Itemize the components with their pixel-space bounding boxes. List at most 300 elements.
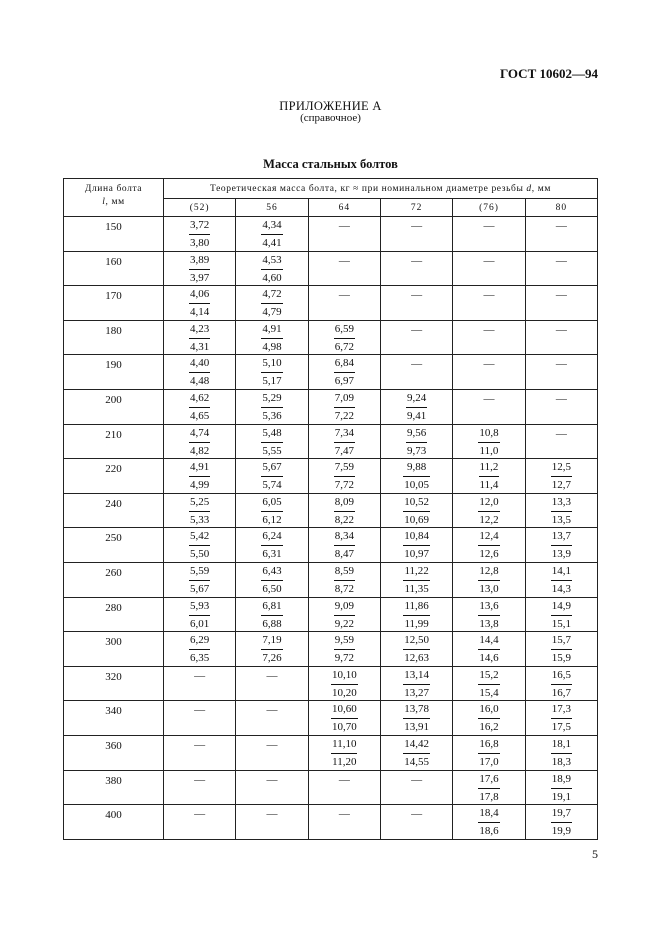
mass-fraction: [189, 357, 210, 388]
bolt-length-cell: 180: [64, 320, 164, 355]
mass-value-lower: 4,99: [190, 479, 210, 492]
empty-dash: —: [266, 808, 278, 821]
empty-dash: —: [555, 323, 567, 336]
mass-value-lower: 15,4: [479, 686, 499, 699]
mass-cell: [453, 286, 525, 321]
empty-dash: —: [483, 358, 495, 371]
mass-cell: [453, 597, 525, 632]
mass-cell: [380, 701, 452, 736]
mass-cell: [453, 251, 525, 286]
mass-cell: [236, 562, 308, 597]
mass-value-upper: 18,9: [551, 773, 572, 789]
mass-cell: [525, 632, 597, 667]
bolt-length-cell: 400: [64, 805, 164, 840]
mass-cell: [236, 701, 308, 736]
mass-value-lower: 13,9: [551, 548, 571, 561]
empty-dash: —: [338, 254, 350, 267]
mass-value-upper: 17,3: [551, 703, 572, 719]
mass-fraction: [189, 288, 210, 319]
empty-dash: —: [338, 773, 350, 786]
mass-value-upper: 9,59: [334, 634, 355, 650]
bolt-length-cell: 170: [64, 286, 164, 321]
mass-value-upper: 11,86: [403, 600, 429, 616]
mass-cell: [236, 355, 308, 390]
empty-dash: —: [411, 808, 423, 821]
mass-cell: [380, 320, 452, 355]
mass-value-lower: 8,72: [334, 582, 354, 595]
mass-value-lower: 11,4: [479, 479, 499, 492]
mass-value-upper: 5,29: [261, 392, 282, 408]
mass-value-upper: 3,72: [189, 219, 210, 235]
mass-value-lower: 5,36: [262, 409, 282, 422]
mass-fraction: [551, 669, 572, 700]
mass-cell: [380, 251, 452, 286]
mass-value-upper: 4,53: [261, 254, 282, 270]
mass-cell: [308, 493, 380, 528]
mass-cell: [164, 770, 236, 805]
mass-cell: [308, 459, 380, 494]
mass-value-upper: 17,6: [478, 773, 499, 789]
mass-cell: [380, 528, 452, 563]
mass-cell: [380, 805, 452, 840]
table-row: [64, 805, 598, 840]
mass-cell: [525, 389, 597, 424]
mass-cell: [236, 632, 308, 667]
mass-fraction: [403, 461, 430, 492]
mass-value-upper: 13,7: [551, 530, 572, 546]
mass-value-lower: 13,5: [551, 513, 571, 526]
mass-value-upper: 4,91: [261, 323, 282, 339]
mass-fraction: [261, 600, 282, 631]
diameter-header: 56: [236, 199, 308, 217]
mass-value-lower: 16,2: [479, 721, 499, 734]
mass-fraction: [261, 219, 282, 250]
mass-cell: [164, 320, 236, 355]
mass-value-upper: 16,0: [478, 703, 499, 719]
mass-value-upper: 16,5: [551, 669, 572, 685]
mass-fraction: [261, 392, 282, 423]
mass-fraction: [189, 254, 210, 285]
mass-fraction: [403, 530, 430, 561]
mass-fraction: [189, 219, 210, 250]
mass-value-upper: 10,84: [403, 530, 430, 546]
length-column-header: [64, 179, 164, 217]
mass-value-upper: 9,56: [406, 427, 427, 443]
mass-value-upper: 12,0: [478, 496, 499, 512]
mass-value-lower: 14,6: [479, 652, 499, 665]
empty-dash: —: [483, 289, 495, 302]
mass-value-lower: 4,31: [190, 340, 210, 353]
table-row: [64, 701, 598, 736]
mass-cell: [308, 355, 380, 390]
mass-cell: [236, 459, 308, 494]
mass-value-lower: 10,69: [404, 513, 430, 526]
mass-value-lower: 3,80: [190, 237, 210, 249]
mass-cell: [164, 632, 236, 667]
mass-fraction: [403, 703, 430, 734]
mass-fraction: [403, 669, 430, 700]
mass-value-lower: 4,48: [190, 375, 210, 388]
mass-value-lower: 4,79: [262, 306, 282, 319]
mass-value-upper: 4,91: [189, 461, 210, 477]
mass-value-lower: 11,20: [332, 755, 357, 768]
mass-value-lower: 6,72: [334, 340, 354, 353]
mass-value-upper: 18,1: [551, 738, 572, 754]
mass-value-upper: 10,52: [403, 496, 430, 512]
length-header-label: Длина болта: [84, 184, 143, 194]
mass-fraction: [189, 392, 210, 423]
mass-cell: [236, 493, 308, 528]
mass-value-upper: 13,3: [551, 496, 572, 512]
mass-value-lower: 6,12: [262, 513, 282, 526]
empty-dash: —: [194, 773, 206, 786]
empty-dash: —: [411, 220, 423, 232]
length-header-unit: , мм: [105, 197, 125, 207]
mass-value-lower: 9,41: [407, 409, 427, 422]
mass-cell: [380, 286, 452, 321]
mass-cell: [453, 217, 525, 252]
mass-group-header-text: Теоретическая масса болта, кг ≈ при номинальном диаметре резьбы: [210, 183, 527, 194]
appendix-title: ПРИЛОЖЕНИЕ А: [279, 99, 382, 113]
table-row: [64, 217, 598, 252]
mass-value-upper: 13,14: [403, 669, 430, 685]
mass-value-upper: 16,8: [478, 738, 499, 754]
mass-value-lower: 6,35: [190, 652, 210, 665]
mass-value-lower: 14,3: [551, 582, 571, 595]
empty-dash: —: [194, 704, 206, 717]
bolt-mass-table: [63, 178, 598, 840]
mass-value-upper: 4,72: [261, 288, 282, 304]
empty-dash: —: [194, 738, 206, 751]
mass-value-lower: 4,65: [190, 409, 210, 422]
mass-fraction: [478, 773, 499, 804]
table-row: [64, 251, 598, 286]
empty-dash: —: [483, 254, 495, 267]
bolt-length-cell: 200: [64, 389, 164, 424]
empty-dash: —: [411, 323, 423, 336]
mass-fraction: [261, 357, 282, 388]
empty-dash: —: [483, 323, 495, 336]
mass-cell: [453, 493, 525, 528]
mass-fraction: [478, 565, 499, 596]
bolt-length-cell: 260: [64, 562, 164, 597]
page-number: 5: [592, 847, 598, 861]
mass-cell: [380, 597, 452, 632]
mass-cell: [380, 493, 452, 528]
empty-dash: —: [266, 738, 278, 751]
mass-value-upper: 11,2: [479, 461, 500, 477]
mass-fraction: [551, 496, 572, 527]
mass-value-lower: 15,9: [551, 652, 571, 665]
mass-value-upper: 6,24: [261, 530, 282, 546]
mass-cell: [525, 217, 597, 252]
mass-fraction: [406, 427, 427, 458]
mass-fraction: [551, 703, 572, 734]
mass-value-lower: 17,0: [479, 755, 499, 768]
mass-value-lower: 7,72: [334, 479, 354, 492]
empty-dash: —: [411, 254, 423, 267]
mass-fraction: [334, 392, 355, 423]
mass-fraction: [403, 738, 430, 769]
mass-cell: [308, 597, 380, 632]
empty-dash: —: [194, 808, 206, 821]
empty-dash: —: [483, 220, 495, 232]
empty-dash: —: [555, 289, 567, 302]
empty-dash: —: [555, 427, 567, 440]
mass-cell: [164, 735, 236, 770]
mass-fraction: [551, 461, 572, 492]
mass-value-upper: 18,4: [478, 807, 499, 823]
mass-cell: [308, 735, 380, 770]
mass-value-lower: 13,27: [404, 686, 430, 699]
mass-value-lower: 5,67: [190, 582, 210, 595]
table-row: [64, 770, 598, 805]
empty-dash: —: [483, 392, 495, 405]
bolt-length-cell: 300: [64, 632, 164, 667]
mass-cell: [164, 597, 236, 632]
mass-value-lower: 10,97: [404, 548, 430, 561]
mass-cell: [164, 286, 236, 321]
mass-value-upper: 13,78: [403, 703, 430, 719]
mass-cell: [380, 562, 452, 597]
mass-group-header-unit: , мм: [531, 183, 551, 194]
mass-value-upper: 12,8: [478, 565, 499, 581]
mass-cell: [525, 562, 597, 597]
table-row: [64, 286, 598, 321]
mass-fraction: [189, 496, 210, 527]
mass-cell: [236, 528, 308, 563]
mass-fraction: [334, 565, 355, 596]
mass-cell: [164, 459, 236, 494]
mass-cell: [308, 528, 380, 563]
empty-dash: —: [266, 704, 278, 717]
mass-value-lower: 11,35: [404, 582, 429, 595]
table-body: [64, 217, 598, 840]
empty-dash: —: [338, 808, 350, 821]
mass-fraction: [478, 807, 499, 838]
mass-cell: [308, 632, 380, 667]
mass-fraction: [334, 600, 355, 631]
mass-value-upper: 9,24: [406, 392, 427, 408]
mass-cell: [164, 562, 236, 597]
mass-value-lower: 5,74: [262, 479, 282, 492]
mass-value-upper: 5,42: [189, 530, 210, 546]
mass-value-upper: 6,43: [261, 565, 282, 581]
mass-cell: [380, 770, 452, 805]
mass-value-upper: 5,59: [189, 565, 210, 581]
mass-value-lower: 5,17: [262, 375, 282, 388]
mass-value-upper: 10,60: [331, 703, 358, 719]
mass-cell: [453, 666, 525, 701]
mass-cell: [164, 701, 236, 736]
mass-cell: [525, 286, 597, 321]
mass-fraction: [334, 357, 355, 388]
mass-fraction: [551, 530, 572, 561]
mass-cell: [308, 805, 380, 840]
bolt-length-cell: 160: [64, 251, 164, 286]
bolt-length-cell: 220: [64, 459, 164, 494]
mass-value-lower: 5,50: [190, 548, 210, 561]
mass-fraction: [478, 669, 499, 700]
mass-fraction: [334, 530, 355, 561]
mass-cell: [453, 459, 525, 494]
mass-value-lower: 17,5: [551, 721, 571, 734]
empty-dash: —: [555, 358, 567, 371]
mass-group-header-variable: d: [526, 183, 532, 194]
mass-fraction: [261, 496, 282, 527]
mass-value-lower: 12,7: [551, 479, 571, 492]
table-row: [64, 355, 598, 390]
empty-dash: —: [555, 254, 567, 267]
empty-dash: —: [411, 289, 423, 302]
mass-value-upper: 11,10: [331, 738, 357, 754]
table-row: [64, 424, 598, 459]
mass-value-lower: 19,9: [551, 825, 571, 838]
mass-value-lower: 15,1: [551, 617, 571, 630]
table-row: [64, 493, 598, 528]
mass-cell: [453, 701, 525, 736]
mass-fraction: [478, 600, 499, 631]
mass-cell: [308, 286, 380, 321]
mass-fraction: [334, 496, 355, 527]
mass-cell: [380, 355, 452, 390]
mass-cell: [453, 320, 525, 355]
bolt-length-cell: 380: [64, 770, 164, 805]
mass-cell: [308, 770, 380, 805]
mass-value-upper: 10,10: [331, 669, 358, 685]
mass-value-upper: 4,40: [189, 357, 210, 373]
mass-cell: [525, 493, 597, 528]
mass-value-upper: 12,5: [551, 461, 572, 477]
mass-value-upper: 7,09: [334, 392, 355, 408]
table-row: [64, 562, 598, 597]
mass-cell: [453, 805, 525, 840]
mass-cell: [453, 770, 525, 805]
mass-value-upper: 4,74: [189, 427, 210, 443]
mass-fraction: [551, 565, 572, 596]
empty-dash: —: [555, 220, 567, 232]
mass-fraction: [479, 461, 500, 492]
mass-value-upper: 15,7: [551, 634, 572, 650]
mass-value-upper: 8,34: [334, 530, 355, 546]
mass-cell: [164, 666, 236, 701]
mass-cell: [525, 320, 597, 355]
mass-fraction: [551, 738, 572, 769]
mass-cell: [525, 424, 597, 459]
mass-value-lower: 7,47: [334, 444, 354, 457]
mass-cell: [236, 805, 308, 840]
mass-cell: [236, 389, 308, 424]
mass-value-upper: 6,59: [334, 323, 355, 339]
mass-value-lower: 8,22: [334, 513, 354, 526]
mass-value-lower: 4,98: [262, 340, 282, 353]
mass-value-upper: 4,34: [261, 219, 282, 235]
mass-cell: [308, 320, 380, 355]
mass-fraction: [189, 634, 210, 665]
mass-value-lower: 5,33: [190, 513, 210, 526]
mass-value-upper: 6,29: [189, 634, 210, 650]
mass-cell: [525, 735, 597, 770]
empty-dash: —: [338, 220, 350, 232]
mass-value-upper: 4,06: [189, 288, 210, 304]
mass-value-upper: 5,93: [189, 600, 210, 616]
table-row: [64, 735, 598, 770]
mass-value-lower: 6,01: [190, 617, 210, 630]
mass-value-lower: 3,97: [190, 271, 210, 284]
mass-value-upper: 14,4: [478, 634, 499, 650]
mass-value-lower: 5,55: [262, 444, 282, 457]
empty-dash: —: [266, 773, 278, 786]
mass-fraction: [478, 427, 499, 458]
mass-cell: [236, 770, 308, 805]
mass-fraction: [478, 738, 499, 769]
table-row: [64, 666, 598, 701]
mass-value-lower: 16,7: [551, 686, 571, 699]
mass-value-upper: 9,88: [403, 461, 430, 477]
mass-fraction: [331, 703, 358, 734]
mass-cell: [453, 735, 525, 770]
mass-value-upper: 5,10: [261, 357, 282, 373]
mass-cell: [380, 424, 452, 459]
mass-cell: [380, 632, 452, 667]
mass-fraction: [189, 530, 210, 561]
mass-fraction: [189, 565, 210, 596]
mass-value-lower: 6,31: [262, 548, 282, 561]
mass-value-lower: 4,14: [190, 306, 210, 319]
empty-dash: —: [411, 358, 423, 371]
mass-cell: [308, 666, 380, 701]
mass-value-upper: 12,50: [403, 634, 430, 650]
bolt-length-cell: 360: [64, 735, 164, 770]
mass-cell: [308, 701, 380, 736]
mass-fraction: [189, 600, 210, 631]
mass-fraction: [261, 461, 282, 492]
diameter-header: (76): [453, 199, 525, 217]
mass-cell: [525, 597, 597, 632]
mass-cell: [525, 770, 597, 805]
mass-fraction: [261, 254, 282, 285]
mass-value-lower: 9,72: [334, 652, 354, 665]
mass-cell: [164, 805, 236, 840]
mass-cell: [164, 217, 236, 252]
table-row: [64, 632, 598, 667]
mass-cell: [236, 251, 308, 286]
mass-cell: [380, 389, 452, 424]
mass-cell: [453, 632, 525, 667]
diameter-header: (52): [164, 199, 236, 217]
mass-value-lower: 9,73: [407, 444, 427, 457]
mass-cell: [525, 355, 597, 390]
mass-fraction: [261, 565, 282, 596]
mass-cell: [164, 424, 236, 459]
mass-value-lower: 12,2: [479, 513, 499, 526]
mass-cell: [236, 597, 308, 632]
mass-cell: [380, 459, 452, 494]
mass-cell: [164, 251, 236, 286]
document-id: ГОСТ 10602—94: [499, 66, 598, 81]
mass-fraction: [334, 634, 355, 665]
mass-fraction: [261, 530, 282, 561]
mass-fraction: [261, 323, 282, 354]
mass-value-upper: 6,84: [334, 357, 355, 373]
diameter-header: 72: [380, 199, 452, 217]
mass-value-upper: 5,25: [189, 496, 210, 512]
mass-fraction: [261, 634, 282, 665]
mass-value-lower: 10,05: [404, 479, 430, 492]
mass-cell: [164, 355, 236, 390]
bolt-length-cell: 250: [64, 528, 164, 563]
mass-value-lower: 4,82: [190, 444, 210, 457]
